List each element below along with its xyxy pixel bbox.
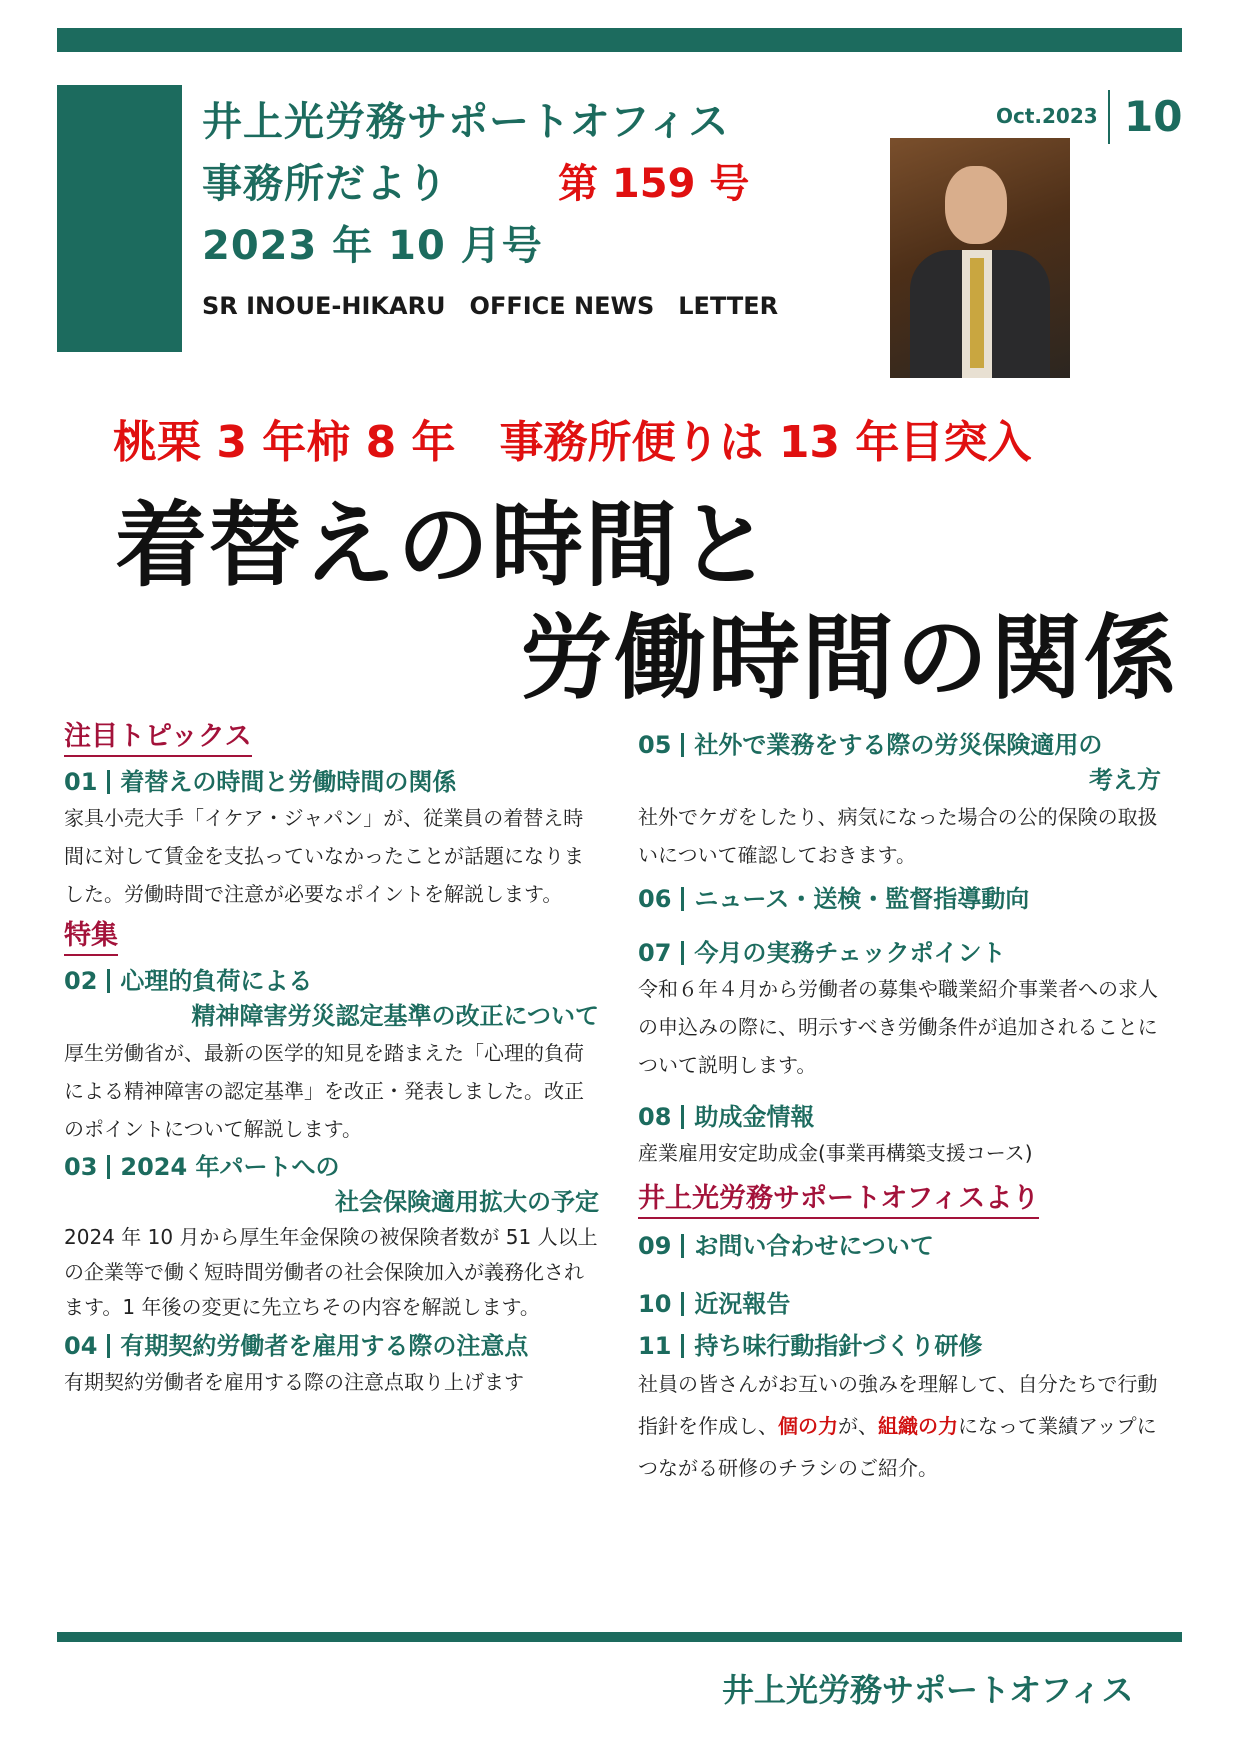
toc-item-03-summary: 2024 年 10 月から厚生年金保険の被保険者数が 51 人以上の企業等で働く短時間労働者の社会保険加入が義務化されます。1 年後の変更に先立ちその内容を解説します。: [64, 1225, 598, 1319]
toc-item-06[interactable]: 06 ニュース・送検・監督指導動向: [638, 885, 1030, 913]
toc-item-02[interactable]: 02 心理的負荷による: [64, 967, 313, 995]
author-photo: [890, 138, 1070, 378]
toc-item-01[interactable]: 01 着替えの時間と労働時間の関係: [64, 768, 457, 796]
toc-item-05-summary: 社外でケガをしたり、病気になった場合の公的保険の取扱いについて確認しておきます。: [638, 805, 1158, 867]
date-label: Oct.2023: [996, 104, 1098, 128]
date-divider: [1108, 90, 1110, 144]
toc-item-05[interactable]: 05 社外で業務をする際の労災保険適用の: [638, 731, 1103, 759]
month-number: 10: [1124, 92, 1183, 141]
header-block: [57, 85, 182, 352]
headline-title-line2: 労働時間の関係: [520, 605, 1179, 712]
issue-number: 第 159 号: [558, 161, 750, 207]
toc-item-09[interactable]: 09 お問い合わせについて: [638, 1232, 934, 1260]
headline-sub: 桃栗 3 年柿 8 年 事務所便りは 13 年目突入: [113, 417, 1032, 468]
toc-item-08[interactable]: 08 助成金情報: [638, 1103, 815, 1131]
toc-item-11-summary: 社員の皆さんがお互いの強みを理解して、自分たちで行動指針を作成し、個の力が、組織の力になって業績アップにつながる研修のチラシのご紹介。: [638, 1372, 1158, 1480]
section-featured-topics: 注目トピックス: [64, 714, 252, 757]
issue-month: 2023 年 10 月号: [202, 223, 543, 269]
right-column: [638, 728, 1173, 1489]
highlight-organization-power: 組織の力: [878, 1414, 958, 1438]
toc-item-08-summary: 産業雇用安定助成金(事業再構築支援コース): [638, 1141, 1033, 1165]
section-special-feature: 特集: [64, 913, 118, 956]
toc-item-01-summary: 家具小売大手「イケア・ジャパン」が、従業員の着替え時間に対して賃金を支払っていなかったことが話題になりました。労働時間で注意が必要なポイントを解説します。: [64, 806, 584, 906]
footer-office-name: 井上光労務サポートオフィス: [722, 1671, 1134, 1709]
toc-item-04-summary: 有期契約労働者を雇用する際の注意点取り上げます: [64, 1370, 524, 1394]
toc-item-10[interactable]: 10 近況報告: [638, 1290, 791, 1318]
newsletter-title: 事務所だより: [202, 161, 448, 207]
footer-bar: [57, 1632, 1182, 1642]
toc-item-07[interactable]: 07 今月の実務チェックポイント: [638, 939, 1006, 967]
toc-item-02-summary: 厚生労働省が、最新の医学的知見を踏まえた「心理的負荷による精神障害の認定基準」を改正・発表しました。改正のポイントについて解説します。: [64, 1041, 584, 1141]
highlight-individual-power: 個の力: [778, 1414, 838, 1438]
english-title: SR INOUE-HIKARU OFFICE NEWS LETTER: [202, 292, 779, 320]
toc-item-03-subtitle: 社会保険適用拡大の予定: [335, 1188, 599, 1216]
tie-shape: [970, 258, 984, 368]
toc-item-03[interactable]: 03 2024 年パートへの: [64, 1153, 340, 1181]
left-column: [64, 714, 599, 1401]
toc-item-04[interactable]: 04 有期契約労働者を雇用する際の注意点: [64, 1332, 529, 1360]
section-from-office: 井上光労務サポートオフィスより: [638, 1176, 1039, 1219]
office-name: 井上光労務サポートオフィス: [202, 99, 730, 145]
headline-title-line1: 着替えの時間と: [115, 492, 774, 599]
toc-item-02-subtitle: 精神障害労災認定基準の改正について: [191, 1002, 599, 1030]
face-shape: [945, 166, 1007, 244]
toc-item-07-summary: 令和６年４月から労働者の募集や職業紹介事業者への求人の申込みの際に、明示すべき労働条件が追加されることについて説明します。: [638, 977, 1158, 1077]
toc-item-05-subtitle: 考え方: [1089, 766, 1161, 794]
toc-item-11[interactable]: 11 持ち味行動指針づくり研修: [638, 1332, 983, 1360]
top-bar: [57, 28, 1182, 52]
